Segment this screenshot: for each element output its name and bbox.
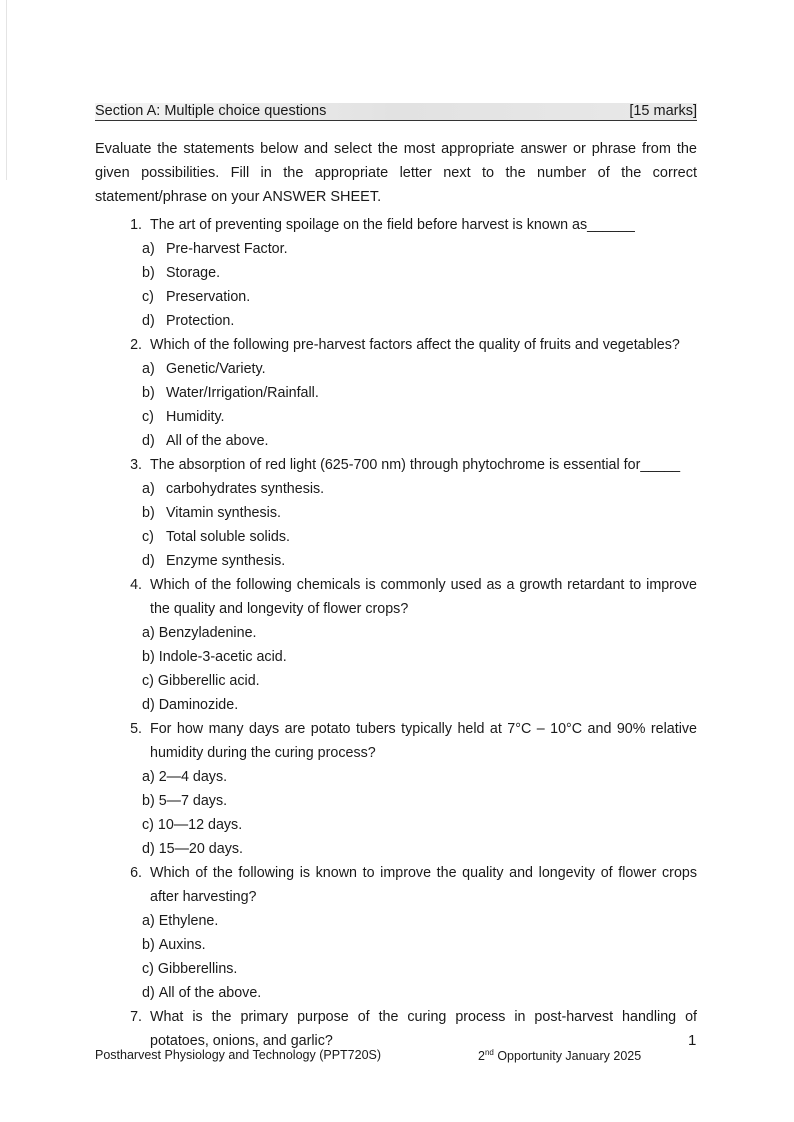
question-stem <box>95 333 697 357</box>
option-text: 15—20 days. <box>158 841 243 857</box>
answer-option <box>95 957 697 981</box>
question-list <box>95 213 697 1053</box>
answer-option <box>95 285 697 309</box>
option-text: Storage. <box>166 265 221 281</box>
option-text: Water/Irrigation/Rainfall. <box>166 385 319 401</box>
question-6 <box>95 861 697 1005</box>
answer-option <box>95 669 697 693</box>
option-letter: a) <box>142 769 155 785</box>
option-letter: c) <box>142 409 154 425</box>
option-text: Gibberellic acid. <box>157 673 260 689</box>
question-text: Which of the following chemicals is commonly used as a growth retardant to improve the quality and longevity of flower crops? <box>150 577 697 617</box>
option-text: 5—7 days. <box>158 793 228 809</box>
question-4 <box>95 573 697 717</box>
answer-option <box>95 525 697 549</box>
option-text: 10—12 days. <box>157 817 243 833</box>
option-letter: d) <box>142 553 155 569</box>
page-number: 1 <box>688 1032 697 1049</box>
section-title: Section A: Multiple choice questions <box>95 103 327 119</box>
answer-option <box>95 477 697 501</box>
question-number: 2. <box>130 337 142 353</box>
answer-option <box>95 789 697 813</box>
answer-option <box>95 309 697 333</box>
option-letter: b) <box>142 793 155 809</box>
option-letter: a) <box>142 625 155 641</box>
option-letter: b) <box>142 385 155 401</box>
question-number: 6. <box>130 865 142 881</box>
answer-option <box>95 501 697 525</box>
question-number: 4. <box>130 577 142 593</box>
option-text: Pre-harvest Factor. <box>166 241 288 257</box>
option-text: Total soluble solids. <box>166 529 290 545</box>
answer-option <box>95 645 697 669</box>
ordinal-number: 2 <box>478 1049 485 1064</box>
option-letter: a) <box>142 913 155 929</box>
option-text: carbohydrates synthesis. <box>166 481 325 497</box>
answer-option <box>95 381 697 405</box>
option-letter: b) <box>142 937 155 953</box>
option-text: Genetic/Variety. <box>166 361 266 377</box>
question-number: 5. <box>130 721 142 737</box>
option-text: Benzyladenine. <box>158 625 257 641</box>
section-marks: [15 marks] <box>629 103 697 119</box>
question-number: 3. <box>130 457 142 473</box>
opportunity-text: Opportunity January 2025 <box>493 1049 642 1064</box>
option-letter: d) <box>142 313 155 329</box>
question-stem <box>95 1005 697 1053</box>
answer-option <box>95 549 697 573</box>
option-text: Ethylene. <box>158 913 219 929</box>
question-text: The art of preventing spoilage on the field before harvest is known as______ <box>150 217 635 233</box>
question-stem <box>95 213 697 237</box>
option-letter: c) <box>142 673 154 689</box>
question-stem <box>95 573 697 621</box>
option-letter: d) <box>142 697 155 713</box>
option-text: Vitamin synthesis. <box>166 505 281 521</box>
footer-opportunity <box>478 1048 641 1063</box>
question-text: Which of the following is known to improve the quality and longevity of flower crops after harvesting? <box>150 865 697 905</box>
footer-course: Postharvest Physiology and Technology (PPT720S) <box>95 1048 382 1062</box>
question-1 <box>95 213 697 333</box>
option-text: Indole-3-acetic acid. <box>158 649 287 665</box>
option-letter: b) <box>142 505 155 521</box>
option-text: Preservation. <box>166 289 251 305</box>
option-text: Humidity. <box>166 409 225 425</box>
option-letter: c) <box>142 289 154 305</box>
question-number: 1. <box>130 217 142 233</box>
option-letter: b) <box>142 649 155 665</box>
question-7 <box>95 1005 697 1053</box>
option-text: Auxins. <box>158 937 206 953</box>
answer-option <box>95 933 697 957</box>
answer-option <box>95 813 697 837</box>
question-text: The absorption of red light (625-700 nm) through phytochrome is essential for_____ <box>150 457 681 473</box>
question-stem <box>95 717 697 765</box>
answer-option <box>95 261 697 285</box>
question-stem <box>95 861 697 909</box>
option-letter: a) <box>142 481 155 497</box>
question-stem <box>95 453 697 477</box>
answer-option <box>95 981 697 1005</box>
instructions: Evaluate the statements below and select the most appropriate answer or phrase from the given possibilities. Fill in the appropriate letter next to the number of the correct statement/phrase on your ANSWER SHEET. <box>95 141 697 205</box>
option-letter: d) <box>142 433 155 449</box>
question-3 <box>95 453 697 573</box>
ordinal-suffix: nd <box>484 1048 494 1057</box>
option-text: 2—4 days. <box>158 769 228 785</box>
answer-option <box>95 621 697 645</box>
question-2 <box>95 333 697 453</box>
option-text: All of the above. <box>158 985 262 1001</box>
option-letter: d) <box>142 985 155 1001</box>
option-letter: c) <box>142 529 154 545</box>
option-letter: a) <box>142 361 155 377</box>
question-text: Which of the following pre-harvest factors affect the quality of fruits and vegetables? <box>150 337 680 353</box>
option-text: Gibberellins. <box>157 961 238 977</box>
question-text: What is the primary purpose of the curing process in post-harvest handling of potatoes, onions, and garlic? <box>150 1009 697 1049</box>
option-letter: b) <box>142 265 155 281</box>
section-header <box>95 103 697 121</box>
question-number: 7. <box>130 1009 142 1025</box>
answer-option <box>95 837 697 861</box>
option-letter: a) <box>142 241 155 257</box>
option-text: Daminozide. <box>158 697 239 713</box>
option-text: Enzyme synthesis. <box>166 553 286 569</box>
scan-artifact <box>6 0 7 180</box>
answer-option <box>95 237 697 261</box>
option-letter: d) <box>142 841 155 857</box>
answer-option <box>95 909 697 933</box>
answer-option <box>95 429 697 453</box>
answer-option <box>95 405 697 429</box>
option-letter: c) <box>142 961 154 977</box>
question-5 <box>95 717 697 861</box>
question-text: For how many days are potato tubers typically held at 7°C – 10°C and 90% relative humidity during the curing process? <box>150 721 697 761</box>
option-letter: c) <box>142 817 154 833</box>
answer-option <box>95 765 697 789</box>
answer-option <box>95 357 697 381</box>
option-text: Protection. <box>166 313 235 329</box>
option-text: All of the above. <box>166 433 269 449</box>
answer-option <box>95 693 697 717</box>
